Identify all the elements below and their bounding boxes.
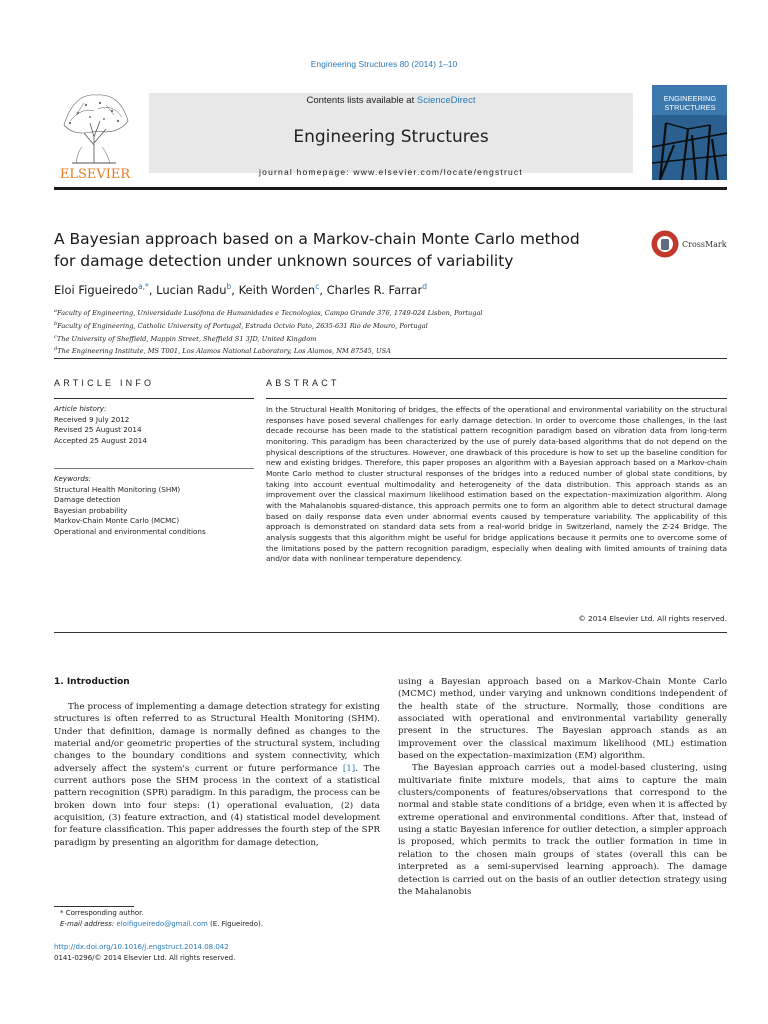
journal-cover-thumbnail[interactable] xyxy=(652,85,727,180)
paragraph: The process of implementing a damage detection strategy for existing structures is often referred to as Structural Health Monitoring (SHM). Under that definition, damage is normally defined as changes to the material and/or geometric properties of the structural system, including changes to the boundary conditions and system connectivity, which adversely affect the system's current or future performance [1]. The current authors pose the SHM process in the context of a statistical pattern recognition (SPR) paradigm. In this paradigm, the process can be broken down into four steps: (1) operational evaluation, (2) data acquisition, (3) feature extraction, and (4) statistical model development for feature classification. This paper addresses the fourth step of the SPR paradigm by presenting an algorithm for damage detection, xyxy=(54,702,380,848)
cover-title-line1: ENGINEERING xyxy=(663,94,717,103)
body-column-right xyxy=(398,676,727,898)
footnote-rule xyxy=(54,906,134,907)
keywords-label: Keywords: xyxy=(54,474,92,483)
affiliations xyxy=(54,306,654,357)
keyword: Damage detection xyxy=(54,495,121,504)
divider xyxy=(54,358,727,359)
reference-link[interactable]: [1] xyxy=(342,763,356,774)
crossmark-label: CrossMark xyxy=(682,240,727,249)
history-item: Accepted 25 August 2014 xyxy=(54,435,147,445)
author[interactable]: Keith Worden$^c$ xyxy=(238,282,320,297)
author[interactable]: Lucian Radu$^b$ xyxy=(156,282,232,297)
journal-homepage-link[interactable]: journal homepage: www.elsevier.com/locate/engstruct xyxy=(259,167,523,177)
history-item: Revised 25 August 2014 xyxy=(54,425,142,434)
section-heading: 1. Introduction xyxy=(54,677,130,687)
corresponding-author-note: * Corresponding author. xyxy=(60,909,144,917)
doi-link[interactable]: http://dx.doi.org/10.1016/j.engstruct.2014.08.042 xyxy=(54,943,229,951)
affiliation: $^d$The Engineering Institute, MS T001, Los Alamos National Laboratory, Los Alamos, NM 87545, USA xyxy=(54,346,391,356)
history-item: Received 9 July 2012 xyxy=(54,414,130,424)
journal-header xyxy=(54,85,727,190)
abstract-heading: ABSTRACT xyxy=(266,378,340,388)
keyword: Operational and environmental conditions xyxy=(54,526,206,536)
history-label: Article history: xyxy=(54,404,107,413)
abstract-text: In the Structural Health Monitoring of bridges, the effects of the operational and environmental variability on the structural responses have posed several challenges for early damage detection. In order to overcome those challenges, in the last decade recourse has been made to the statistical pattern recognition paradigm based on vibration data from long-term monitoring. This paradigm has been characterized by the use of purely data-based algorithms that do not depend on the physical descriptions of the structures. However, one drawback of this procedure is how to set up the baseline condition for new and existing bridges. Therefore, this paper proposes an algorithm with a Bayesian approach based on a Markov-chain Monte Carlo method to cluster structural responses of the bridges into a reduced number of global state conditions, by taking into account eventual multimodality and heterogeneity of the data distribution. This approach stands as an improvement over the classical maximum likelihood estimation based on the expectation–maximization algorithm. Along with the Mahalanobis squared-distance, this approach permits one to form an algorithm able to detect structural damage based on daily response data even under abnormal events caused by temperature variability. The applicability of this approach is demonstrated on standard data sets from a real-world bridge in Switzerland, namely the Z-24 Bridge. The analysis suggests that this algorithm might be useful for bridge applications because it permits one to overcome some of the limitations posed by the pattern recognition paradigm, especially when dealing with limited amounts of training data and/or data with nonlinear temperature dependency. xyxy=(266,405,727,564)
elsevier-logo[interactable] xyxy=(54,85,136,185)
doi-block xyxy=(54,942,235,964)
keyword: Bayesian probability xyxy=(54,505,128,515)
paper-title-line1: A Bayesian approach based on a Markov-chain Monte Carlo method xyxy=(54,230,580,248)
paragraph: The Bayesian approach carries out a model-based clustering, using multivariate finite mixture models, that aims to capture the main clusters/components of features/observations that correspond to the normal and stable state conditions of a bridge, even when it is affected by extreme operational and environmental conditions. After that, instead of using a static Bayesian inference for outlier detection, a simpler approach is proposed, which permits to track the outlier formation in time in relation to the chosen main groups of states (overall this can be interpreted as a semi-supervised learning approach). The damage detection is carried out on the basis of an outlier detection strategy using the Mahalanobis xyxy=(398,763,727,897)
keyword: Markov-Chain Monte Carlo (MCMC) xyxy=(54,516,180,525)
abstract-copyright: © 2014 Elsevier Ltd. All rights reserved. xyxy=(578,614,727,623)
divider xyxy=(54,632,727,633)
author[interactable]: Charles R. Farrar$^d$ xyxy=(326,282,427,297)
issn-copyright: 0141-0296/© 2014 Elsevier Ltd. All rights reserved. xyxy=(54,954,236,962)
crossmark-badge[interactable] xyxy=(650,229,730,259)
contents-line xyxy=(149,95,633,106)
keywords xyxy=(54,474,206,537)
affiliation: $^a$Faculty of Engineering, Universidade Lusófona de Humanidades e Tecnologias, Campo Grande 376, 1749-024 Lisbon, Portugal xyxy=(54,308,483,318)
author-list: Eloi Figueiredo$^{a,*}$, Lucian Radu$^b$, Keith Worden$^c$, Charles R. Farrar$^d$ xyxy=(54,282,427,297)
paper-title-line2: for damage detection under unknown sources of variability xyxy=(54,252,514,270)
affiliation: $^b$Faculty of Engineering, Catholic University of Portugal, Estrada Octvio Pato, 2635-631 Rio de Mouro, Portugal xyxy=(54,320,428,330)
divider xyxy=(266,398,727,399)
body-column-left xyxy=(54,701,380,849)
journal-title: Engineering Structures xyxy=(293,127,489,147)
paragraph: using a Bayesian approach based on a Markov-Chain Monte Carlo (MCMC) method, under varying and unknown conditions independent of the health state of the structure. Normally, those conditions are associated with operational and environmental variability generally present in the structures. The Bayesian approach stands as an improvement over the classical maximum likelihood (ML) estimation based on the expectation–maximization (EM) algorithm. xyxy=(398,677,727,762)
article-info-heading: ARTICLE INFO xyxy=(54,378,155,388)
divider xyxy=(54,468,254,469)
article-history xyxy=(54,404,147,446)
sciencedirect-link[interactable]: ScienceDirect xyxy=(416,95,476,106)
author[interactable]: Eloi Figueiredo$^{a,*}$ xyxy=(54,282,149,297)
journal-banner xyxy=(149,93,633,177)
header-rule xyxy=(54,187,727,190)
cover-title-line2: STRUCTURES xyxy=(664,103,716,112)
divider xyxy=(54,398,254,399)
footnotes xyxy=(54,908,263,930)
affiliation: $^c$The University of Sheffield, Mappin Street, Sheffield S1 3JD, United Kingdom xyxy=(54,333,317,343)
keyword: Structural Health Monitoring (SHM) xyxy=(54,484,181,494)
elsevier-logo-text: ELSEVIER xyxy=(59,167,131,182)
journal-reference-link[interactable]: Engineering Structures 80 (2014) 1–10 xyxy=(310,59,458,69)
email-note: E-mail address: eloifigueiredo@gmail.com (E. Figueiredo). xyxy=(60,920,263,928)
email-link[interactable]: eloifigueiredo@gmail.com xyxy=(116,920,208,928)
contents-prefix: Contents lists available at xyxy=(306,95,417,106)
paper-title xyxy=(54,228,614,272)
